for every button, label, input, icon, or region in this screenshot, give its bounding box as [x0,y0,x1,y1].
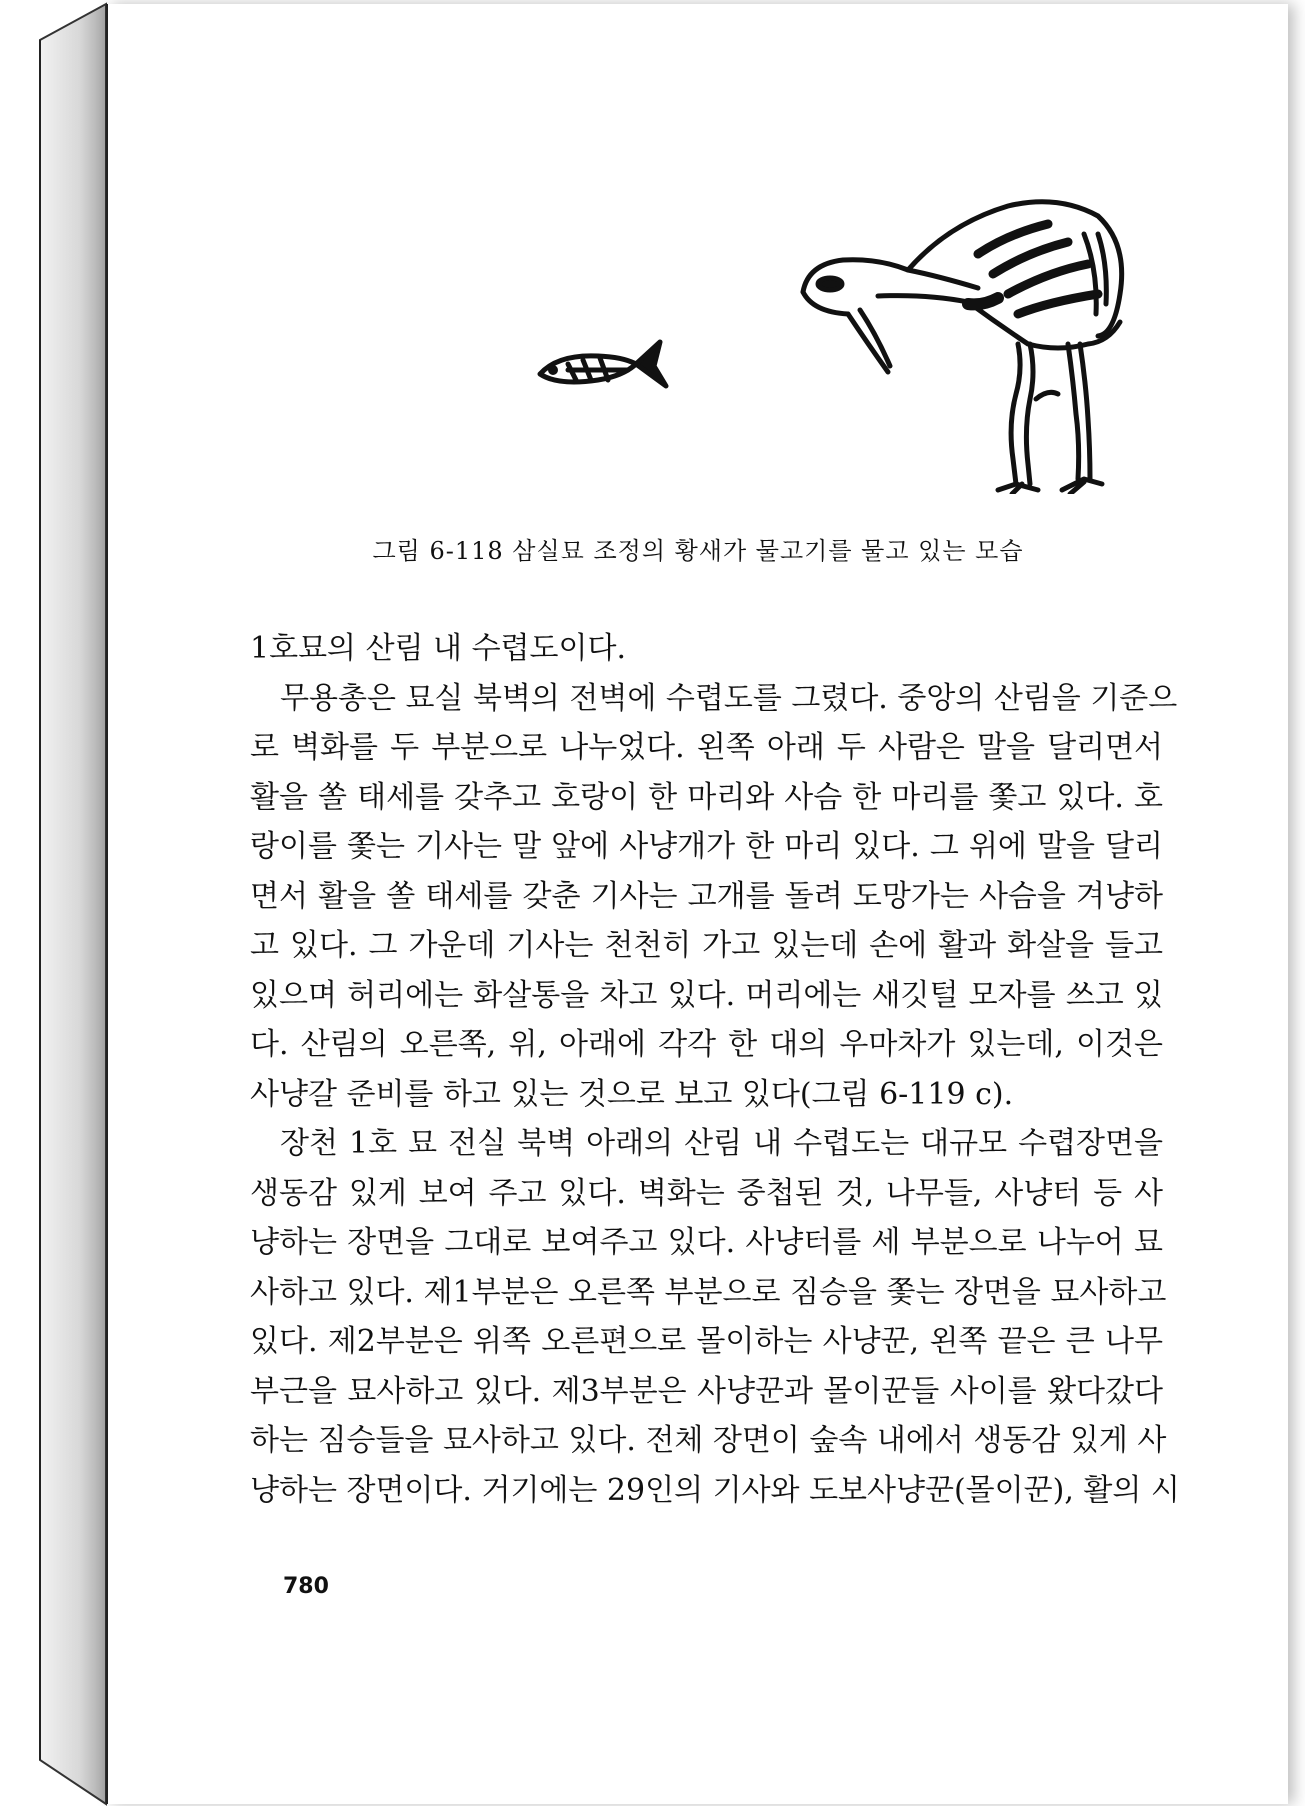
text-line: 하는 짐승들을 묘사하고 있다. 전체 장면이 숲속 내에서 생동감 있게 사 [250,1423,1167,1458]
text-line: 랑이를 쫓는 기사는 말 앞에 사냥개가 한 마리 있다. 그 위에 말을 달리 [250,829,1163,864]
stork-fish-illustration [408,194,1128,494]
text-line: 로 벽화를 두 부분으로 나누었다. 왼쪽 아래 두 사람은 말을 달리면서 [250,730,1163,765]
text-line: 사하고 있다. 제1부분은 오른쪽 부분으로 짐승을 쫓는 장면을 묘사하고 [250,1274,1167,1310]
text-line: 사냥갈 준비를 하고 있는 것으로 보고 있다(그림 6-119 c). [250,1076,1014,1112]
page-number: 780 [283,1574,329,1599]
fish-drawing [540,342,666,386]
text-line: 부근을 묘사하고 있다. 제3부분은 사냥꾼과 몰이꾼들 사이를 왔다갔다 [250,1373,1163,1409]
body-text [250,624,1180,1515]
text-line: 있으며 허리에는 화살통을 차고 있다. 머리에는 새깃털 모자를 쓰고 있 [250,977,1163,1013]
text-line: 장천 1호 묘 전실 북벽 아래의 산림 내 수렵도는 대규모 수렵장면을 [280,1126,1163,1161]
book-page [106,4,1288,1804]
text-line: 1호묘의 산림 내 수렵도이다. [250,631,627,666]
text-line: 냥하는 장면이다. 거기에는 29인의 기사와 도보사냥꾼(몰이꾼), 활의 시 [250,1472,1180,1508]
text-line: 생동감 있게 보여 주고 있다. 벽화는 중첩된 것, 나무들, 사냥터 등 사 [250,1175,1163,1211]
text-line: 면서 활을 쏠 태세를 갖춘 기사는 고개를 돌려 도망가는 사슴을 겨냥하 [250,878,1163,914]
stork-drawing [803,202,1122,494]
text-line: 무용총은 묘실 북벽의 전벽에 수렵도를 그렸다. 중앙의 산림을 기준으 [280,680,1178,716]
text-line: 활을 쏠 태세를 갖추고 호랑이 한 마리와 사슴 한 마리를 쫓고 있다. 호 [250,779,1163,815]
text-line: 다. 산림의 오른쪽, 위, 아래에 각각 한 대의 우마차가 있는데, 이것은 [250,1027,1163,1062]
text-line: 있다. 제2부분은 위쪽 오른편으로 몰이하는 사냥꾼, 왼쪽 끝은 큰 나무 [250,1324,1163,1359]
text-line: 냥하는 장면을 그대로 보여주고 있다. 사냥터를 세 부분으로 나누어 묘 [250,1225,1163,1260]
text-line: 고 있다. 그 가운데 기사는 천천히 가고 있는데 손에 활과 화살을 들고 [250,928,1163,963]
figure-caption: 그림 6-118 삼실묘 조정의 황새가 물고기를 물고 있는 모습 [372,537,1024,565]
